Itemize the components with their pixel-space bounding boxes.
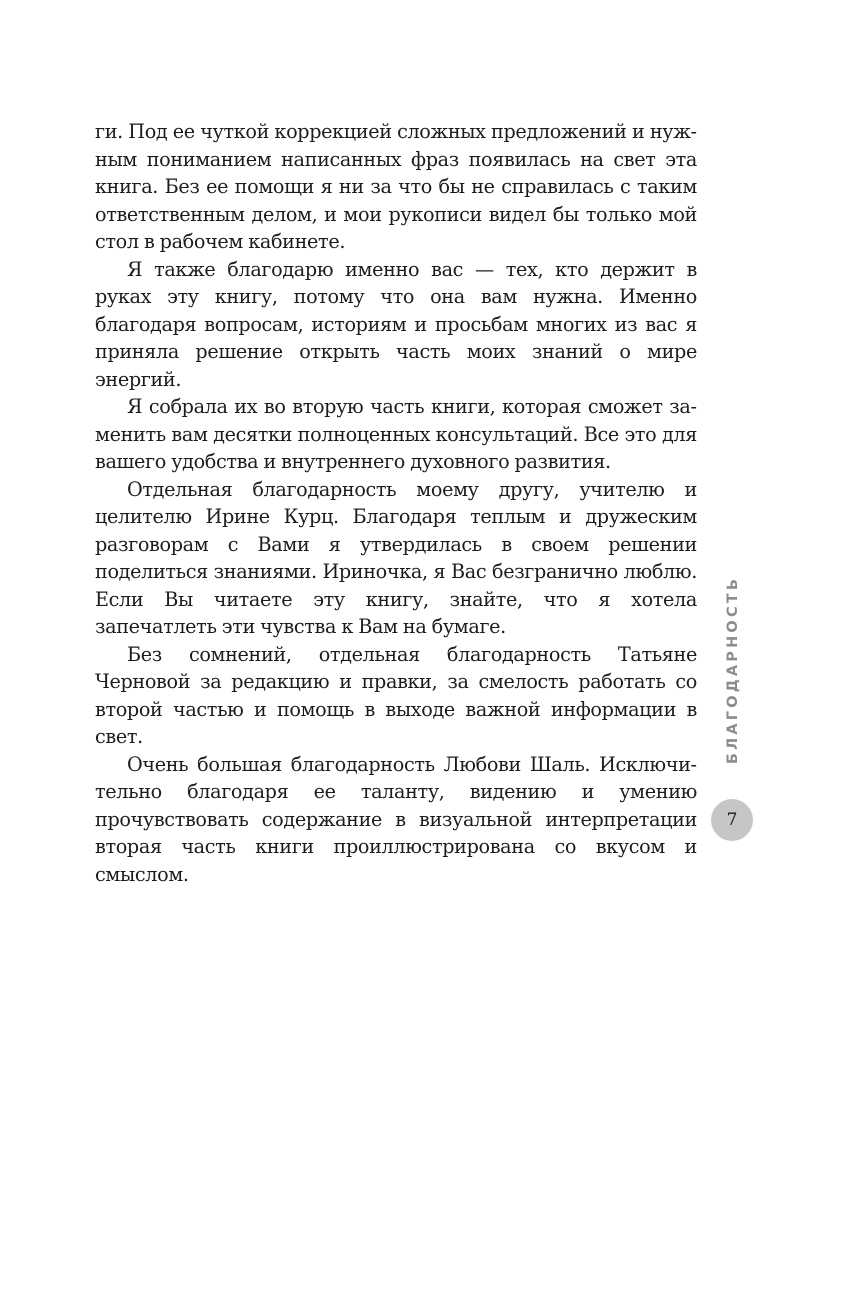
paragraph-thanks-irina: Отдельная благодарность моему другу, учителю и целителю Ирине Курц. Благодаря теплым и дружеским разговорам с Вами я утвердилась в своем решении поделиться знаниями. Ириночка, я Вас безгранично люблю. Если Вы читаете эту книгу, знайте, что я хотела запечатлеть эти чувства к Вам на бумаге. — [95, 477, 697, 638]
paragraph-second-part: Я собрала их во вторую часть книги, которая сможет заменить вам десятки полноценных консультаций. Все это для вашего удобства и внутреннего духовного развития. — [95, 395, 697, 473]
paragraph-thanks-readers: Я также благодарю именно вас — тех, кто держит в руках эту книгу, потому что она вам нужна. Именно благодаря вопросам, историям и просьбам многих из вас я приняла решение открыть часть моих знаний о мире энергий. — [95, 257, 697, 391]
page-number-badge — [711, 799, 753, 841]
paragraph-thanks-tatiana: Без сомнений, отдельная благодарность Татьяне Черновой за редакцию и правки, за смелость работать со второй частью и помощь в выходе важной информации в свет. — [95, 642, 697, 748]
page-body — [95, 118, 697, 888]
paragraph-continuation: ги. Под ее чуткой коррекцией сложных предложений и нужным пониманием написанных фраз появилась на свет эта книга. Без ее помощи я ни за что бы не справилась с таким ответственным делом, и мои рукописи видел бы только мой стол в рабочем кабинете. — [95, 120, 697, 253]
page-number: 7 — [726, 810, 738, 830]
paragraph-thanks-lyubov: Очень большая благодарность Любови Шаль. Исключительно благодаря ее таланту, видению и умению прочувствовать содержание в визуальной интерпретации вторая часть книги проиллюстрирована со вкусом и смыслом. — [95, 752, 697, 886]
running-head-section-title: БЛАГОДАРНОСТЬ — [725, 575, 741, 765]
